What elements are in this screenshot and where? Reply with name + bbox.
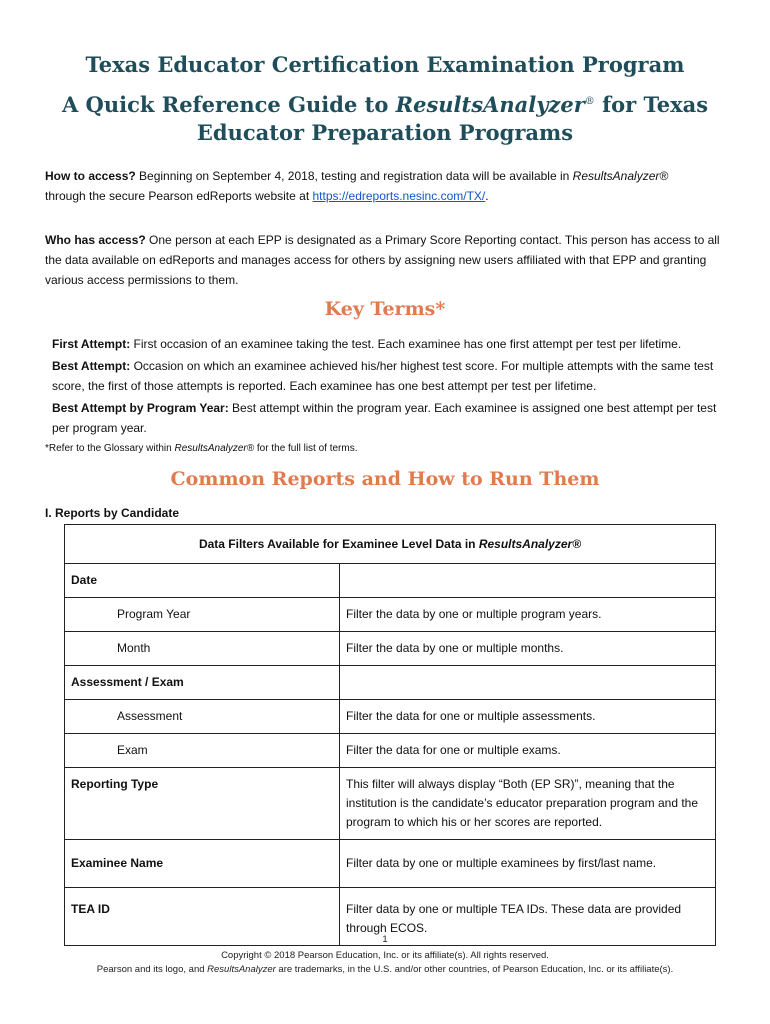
note-brand: ResultsAnalyzer® [174, 443, 255, 454]
data-filters-table [64, 524, 716, 946]
table-row [65, 598, 716, 632]
who-has-access [45, 230, 725, 290]
row-label: Date [65, 564, 340, 598]
row-label: Program Year [65, 598, 340, 632]
program-title: Texas Educator Certification Examination Program [85, 52, 685, 77]
table-row [65, 632, 716, 666]
term-label: Best Attempt: [52, 359, 131, 373]
how-end: . [485, 189, 489, 203]
how-brand: ResultsAnalyzer® [572, 169, 669, 183]
row-label: Month [65, 632, 340, 666]
table-row [65, 700, 716, 734]
row-description: This filter will always display “Both (EP SR)”, meaning that the institution is the candidate’s educator preparation program and the program to which his or her scores are reported. [340, 768, 716, 840]
guide-title [40, 88, 730, 147]
row-label: Reporting Type [65, 768, 340, 840]
term-definition: Best attempt within the program year. Each examinee is assigned one best attempt per test per program year. [52, 401, 717, 435]
how-text-1: Beginning on September 4, 2018, testing and registration data will be available in [135, 169, 573, 183]
reports-by-candidate-heading: I. Reports by Candidate [45, 506, 180, 520]
copyright-line: Copyright © 2018 Pearson Education, Inc. or its affiliate(s). All rights reserved. [221, 950, 549, 961]
how-text-2: through the secure Pearson edReports website at [45, 189, 313, 203]
row-label: Examinee Name [65, 840, 340, 888]
term-label: Best Attempt by Program Year: [52, 401, 229, 415]
table-row [65, 734, 716, 768]
guide-title-reg: ® [584, 96, 595, 107]
tm-pre: Pearson and its logo, and [96, 964, 208, 975]
who-label: Who has access? [45, 233, 146, 247]
table-row [65, 666, 716, 700]
table-row [65, 768, 716, 840]
row-description: Filter data by one or multiple TEA IDs. These data are provided through ECOS. [340, 888, 716, 946]
row-description: Filter the data by one or multiple program years. [340, 598, 716, 632]
row-description: Filter the data by one or multiple months. [340, 632, 716, 666]
row-description: Filter data by one or multiple examinees by first/last name. [340, 840, 716, 888]
row-description [340, 666, 716, 700]
term-best-attempt-program-year [52, 398, 722, 438]
row-label: Assessment [65, 700, 340, 734]
guide-title-brand: ResultsAnalyzer [395, 92, 585, 117]
note-pre: *Refer to the Glossary within [45, 443, 175, 454]
how-label: How to access? [45, 169, 136, 183]
page-number: 1 [382, 934, 388, 945]
edreports-link[interactable]: https://edreports.nesinc.com/TX/ [312, 189, 486, 203]
table-row [65, 840, 716, 888]
tm-brand: ResultsAnalyzer [207, 964, 276, 975]
term-first-attempt [52, 334, 722, 354]
row-label: Exam [65, 734, 340, 768]
guide-title-pre: A Quick Reference Guide to [61, 92, 396, 117]
row-description [340, 564, 716, 598]
how-to-access [45, 166, 725, 206]
note-post: for the full list of terms. [254, 443, 358, 454]
trademark-line [0, 964, 770, 975]
table-title [65, 525, 716, 564]
term-label: First Attempt: [52, 337, 131, 351]
common-reports-heading: Common Reports and How to Run Them [170, 468, 600, 490]
row-description: Filter the data for one or multiple exams. [340, 734, 716, 768]
who-text: One person at each EPP is designated as a Primary Score Reporting contact. This person has access to all the data available on edReports and manages access for others by assigning new users affiliated with that EPP and granting various access permissions to them. [45, 233, 720, 287]
tm-post: are trademarks, in the U.S. and/or other countries, of Pearson Education, Inc. or its affiliate(s). [275, 964, 674, 975]
glossary-note [45, 443, 358, 454]
term-definition: Occasion on which an examinee achieved his/her highest test score. For multiple attempts with the same test score, the first of those attempts is reported. Each examinee has one best attempt per test per lifetime. [52, 359, 714, 393]
table-title-brand: ResultsAnalyzer® [478, 536, 582, 551]
guide-title-post: for Texas Educator Preparation Programs [196, 92, 709, 145]
term-definition: First occasion of an examinee taking the test. Each examinee has one first attempt per test per lifetime. [130, 337, 682, 351]
row-description: Filter the data for one or multiple assessments. [340, 700, 716, 734]
table-title-pre: Data Filters Available for Examinee Level Data in [198, 536, 479, 551]
row-label: TEA ID [65, 888, 340, 946]
table-header-row [65, 525, 716, 564]
table-row [65, 564, 716, 598]
term-best-attempt [52, 356, 722, 396]
key-terms-heading: Key Terms* [324, 298, 446, 320]
row-label: Assessment / Exam [65, 666, 340, 700]
